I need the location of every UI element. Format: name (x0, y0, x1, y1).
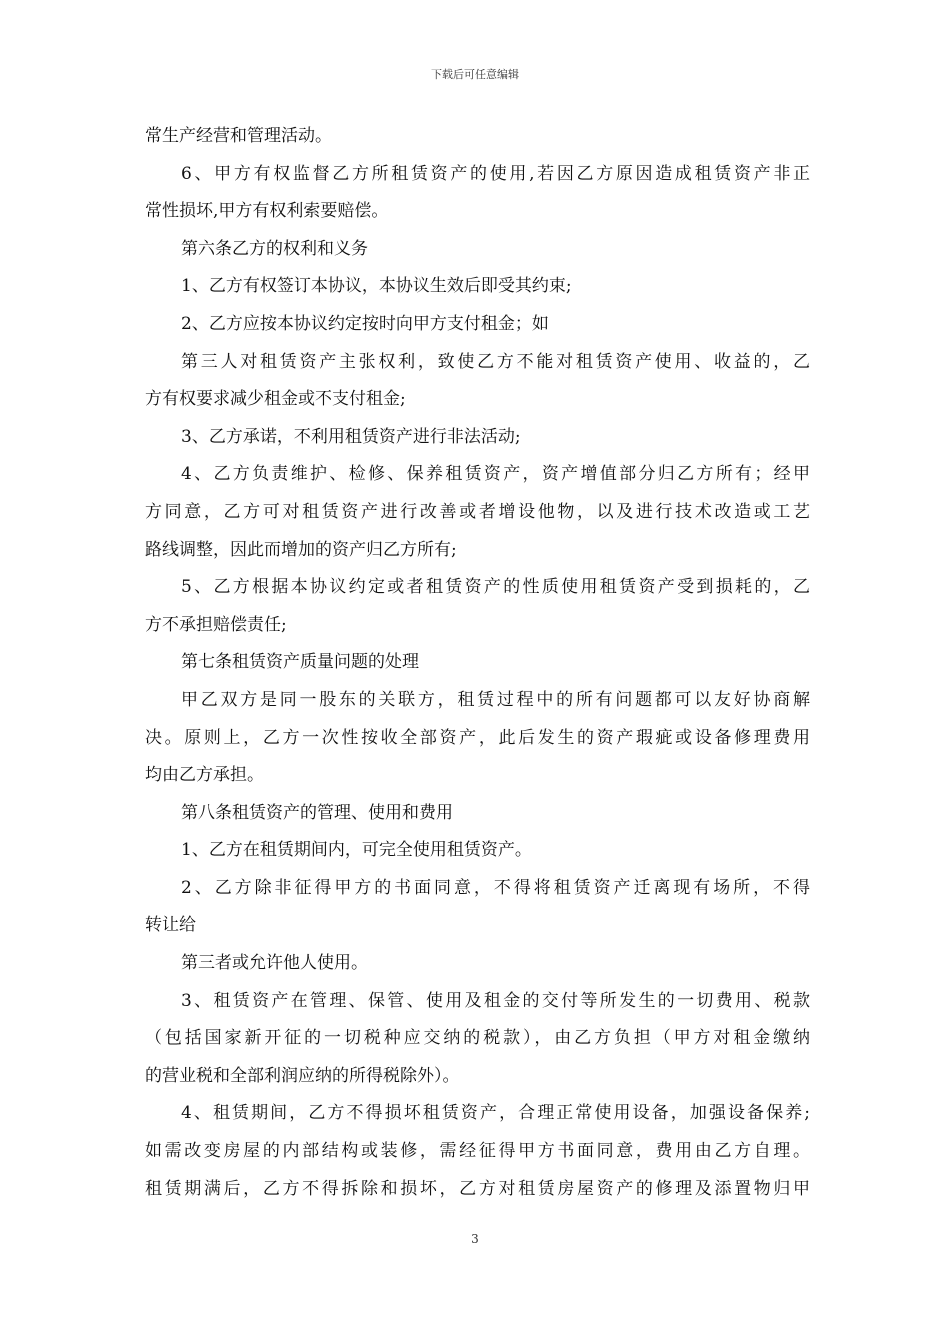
text-line: 4、租赁期间，乙方不得损坏租赁资产，合理正常使用设备，加强设备保养; (181, 1103, 810, 1124)
text-line: 第八条租赁资产的管理、使用和费用 (181, 802, 453, 823)
text-line: 1、乙方有权签订本协议，本协议生效后即受其约束; (181, 276, 572, 297)
text-line: 5、乙方根据本协议约定或者租赁资产的性质使用租赁资产受到损耗的，乙 (181, 577, 810, 598)
page-header: 下载后可任意编辑 (431, 68, 519, 81)
text-line: 租赁期满后，乙方不得拆除和损坏，乙方对租赁房屋资产的修理及添置物归甲 (145, 1178, 810, 1199)
text-line: 第三者或允许他人使用。 (181, 953, 368, 974)
text-line: 常生产经营和管理活动。 (145, 126, 332, 146)
text-line: 3、乙方承诺，不利用租赁资产进行非法活动; (181, 426, 521, 447)
text-line: 常性损坏,甲方有权利索要赔偿。 (145, 201, 389, 222)
text-line: 4、乙方负责维护、检修、保养租赁资产，资产增值部分归乙方所有；经甲 (181, 464, 810, 485)
text-line: 2、乙方除非征得甲方的书面同意，不得将租赁资产迁离现有场所，不得 (181, 877, 810, 898)
page-number: 3 (471, 1232, 479, 1246)
document-body (145, 118, 810, 1208)
text-line: 第七条租赁资产质量问题的处理 (181, 652, 419, 673)
text-line: 第六条乙方的权利和义务 (181, 238, 368, 259)
text-line: 方同意，乙方可对租赁资产进行改善或者增设他物，以及进行技术改造或工艺 (145, 501, 810, 522)
text-line: 方不承担赔偿责任; (145, 614, 287, 635)
text-line: 方有权要求减少租金或不支付租金; (145, 389, 406, 410)
text-line: 决。原则上，乙方一次性按收全部资产，此后发生的资产瑕疵或设备修理费用 (145, 727, 810, 748)
text-line: 6、甲方有权监督乙方所租赁资产的使用,若因乙方原因造成租赁资产非正 (181, 163, 810, 184)
text-line: 甲乙双方是同一股东的关联方，租赁过程中的所有问题都可以友好协商解 (181, 689, 810, 710)
text-line: 的营业税和全部利润应纳的所得税除外）。 (145, 1065, 460, 1086)
text-line: 路线调整，因此而增加的资产归乙方所有; (145, 539, 457, 560)
text-line: 如需改变房屋的内部结构或装修，需经征得甲方书面同意，费用由乙方自理。 (145, 1141, 810, 1162)
text-line: （包括国家新开征的一切税种应交纳的税款），由乙方负担（甲方对租金缴纳 (145, 1028, 810, 1049)
text-line: 3、租赁资产在管理、保管、使用及租金的交付等所发生的一切费用、税款 (181, 990, 810, 1011)
text-line: 1、乙方在租赁期间内，可完全使用租赁资产。 (181, 840, 532, 861)
text-line: 2、乙方应按本协议约定按时向甲方支付租金；如 (181, 313, 549, 334)
text-line: 均由乙方承担。 (145, 765, 264, 786)
text-line: 第三人对租赁资产主张权利，致使乙方不能对租赁资产使用、收益的，乙 (181, 351, 810, 372)
text-line: 转让给 (145, 915, 196, 936)
